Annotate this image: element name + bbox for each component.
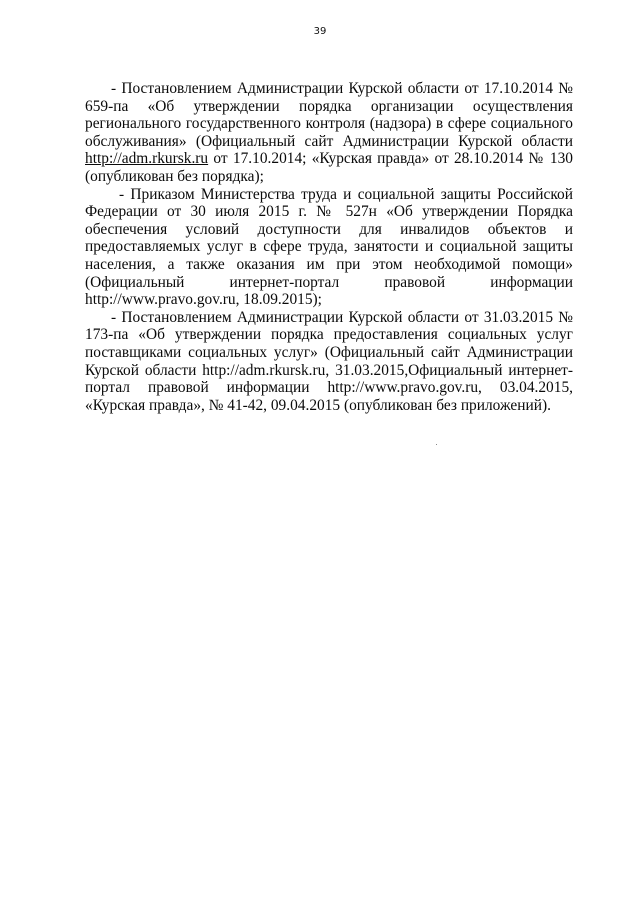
scan-speck (436, 444, 437, 445)
paragraph-3: - Постановлением Администрации Курской области от 31.03.2015 № 173-па «Об утверждении порядка предоставления социальных услуг поставщиками социальных услуг» (Официальный сайт Администрации Курской области http://adm.rkursk.ru, 31.03.2015,Официальный интернет-портал правовой информации http://www.pravo.gov.ru, 03.04.2015, «Курская правда», № 41-42, 09.04.2015 (опубликован без приложений). (85, 308, 573, 414)
document-body (85, 80, 573, 414)
paragraph-1-text: - Постановлением Администрации Курской области от 17.10.2014 № 659-па «Об утверждении порядка организации осуществления регионального государственного контроля (надзора) в сфере социального обслуживания» (Официальный сайт Администрации Курской области (85, 80, 573, 150)
page-number: 39 (313, 26, 327, 37)
adm-rkursk-link[interactable]: http://adm.rkursk.ru (85, 150, 209, 168)
paragraph-1-text-end: от 17.10.2014; «Курская правда» от 28.10.2014 № 130 (опубликован без порядка); (85, 150, 573, 185)
paragraph-1 (85, 80, 573, 186)
paragraph-2: - Приказом Министерства труда и социальной защиты Российской Федерации от 30 июля 2015 г. № 527н «Об утверждении Порядка обеспечения условий доступности для инвалидов объектов и предоставляемых услуг в сфере труда, занятости и социальной защиты населения, а также оказания им при этом необходимой помощи» (Официальный интернет-портал правовой информации http://www.pravo.gov.ru, 18.09.2015); (85, 185, 573, 309)
